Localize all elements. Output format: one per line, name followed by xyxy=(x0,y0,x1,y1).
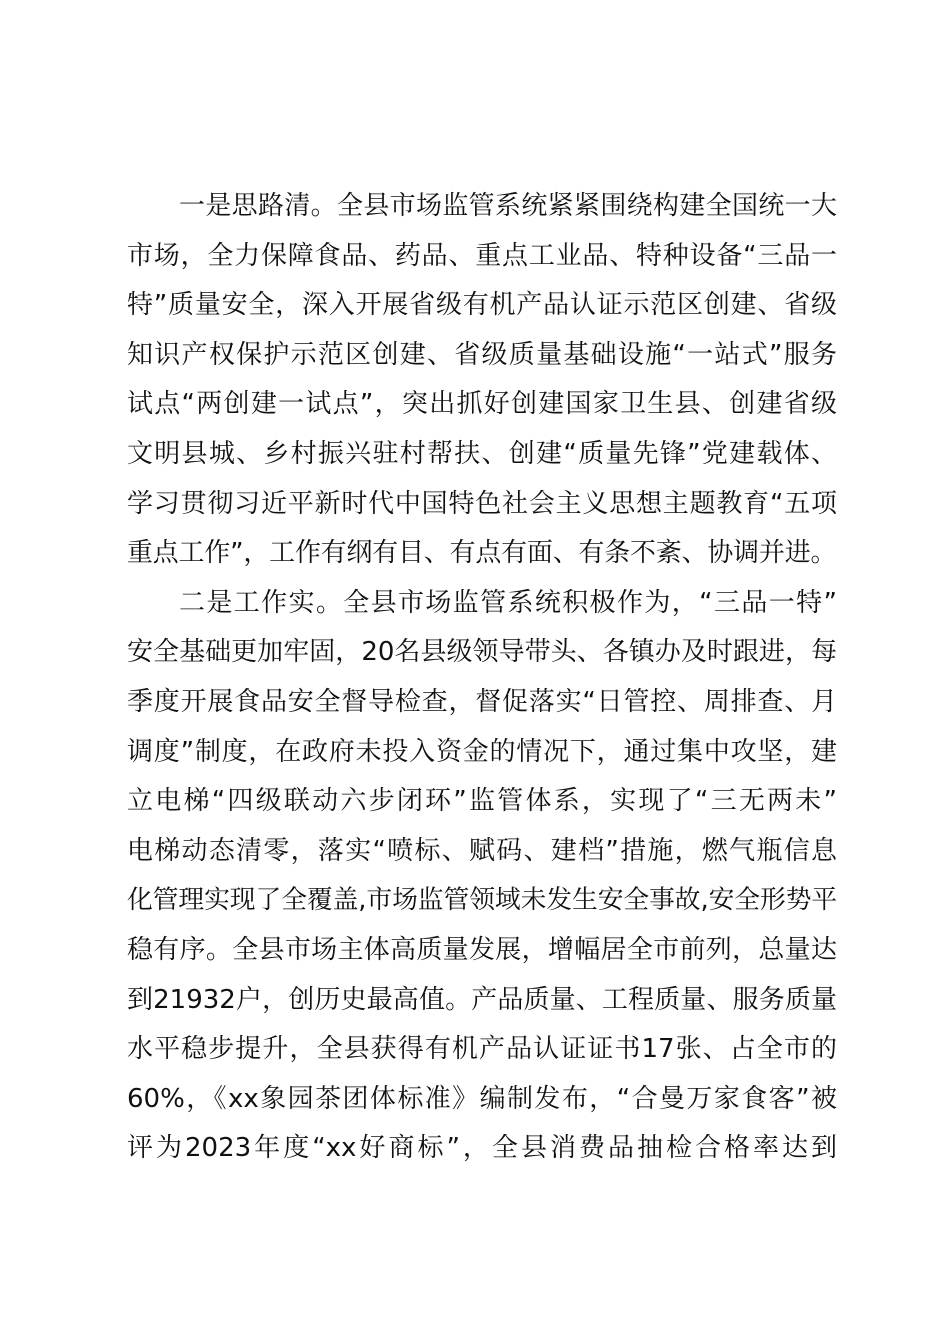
paragraph-1-line-4: 知识产权保护示范区创建、省级质量基础设施“一站式”服务 xyxy=(127,339,837,370)
paragraph-2-line-9: 到21932户，创历史最高值。产品质量、工程质量、服务质量 xyxy=(127,984,837,1015)
paragraph-2-line-11: 60%，《xx象园茶团体标准》编制发布，“合曼万家食客”被 xyxy=(127,1083,837,1114)
paragraph-1-line-8: 重点工作”，工作有纲有目、有点有面、有条不紊、协调并进。 xyxy=(127,538,837,569)
paragraph-2-line-5: 立电梯“四级联动六步闭环”监管体系，实现了“三无两未” xyxy=(127,786,837,817)
paragraph-2-line-1: 二是工作实。全县市场监管系统积极作为，“三品一特” xyxy=(179,587,837,618)
paragraph-1-line-2: 市场，全力保障食品、药品、重点工业品、特种设备“三品一 xyxy=(127,240,837,271)
paragraph-1-line-1: 一是思路清。全县市场监管系统紧紧围绕构建全国统一大 xyxy=(179,191,837,221)
paragraph-2-line-10: 水平稳步提升，全县获得有机产品认证证书17张、占全市的 xyxy=(127,1034,837,1065)
paragraph-2-line-6: 电梯动态清零，落实“喷标、赋码、建档”措施，燃气瓶信息 xyxy=(127,835,837,866)
paragraph-2-line-12: 评为2023年度“xx好商标”，全县消费品抽检合格率达到 xyxy=(127,1133,837,1164)
paragraph-2-line-4: 调度”制度，在政府未投入资金的情况下，通过集中攻坚，建 xyxy=(127,736,837,767)
paragraph-1-line-5: 试点“两创建一试点”，突出抓好创建国家卫生县、创建省级 xyxy=(127,389,837,420)
paragraph-1-line-7: 学习贯彻习近平新时代中国特色社会主义思想主题教育“五项 xyxy=(127,488,837,519)
paragraph-1-line-3: 特”质量安全，深入开展省级有机产品认证示范区创建、省级 xyxy=(127,290,837,321)
paragraph-2-line-8: 稳有序。全县市场主体高质量发展，增幅居全市前列，总量达 xyxy=(127,934,837,965)
paragraph-2-line-3: 季度开展食品安全督导检查，督促落实“日管控、周排查、月 xyxy=(127,686,837,717)
paragraph-2-line-2: 安全基础更加牢固，20名县级领导带头、各镇办及时跟进，每 xyxy=(127,637,837,668)
paragraph-1-line-6: 文明县城、乡村振兴驻村帮扶、创建“质量先锋”党建载体、 xyxy=(127,438,837,469)
paragraph-2-line-7: 化管理实现了全覆盖,市场监管领域未发生安全事故,安全形势平 xyxy=(127,885,837,916)
body-text xyxy=(127,182,837,1174)
